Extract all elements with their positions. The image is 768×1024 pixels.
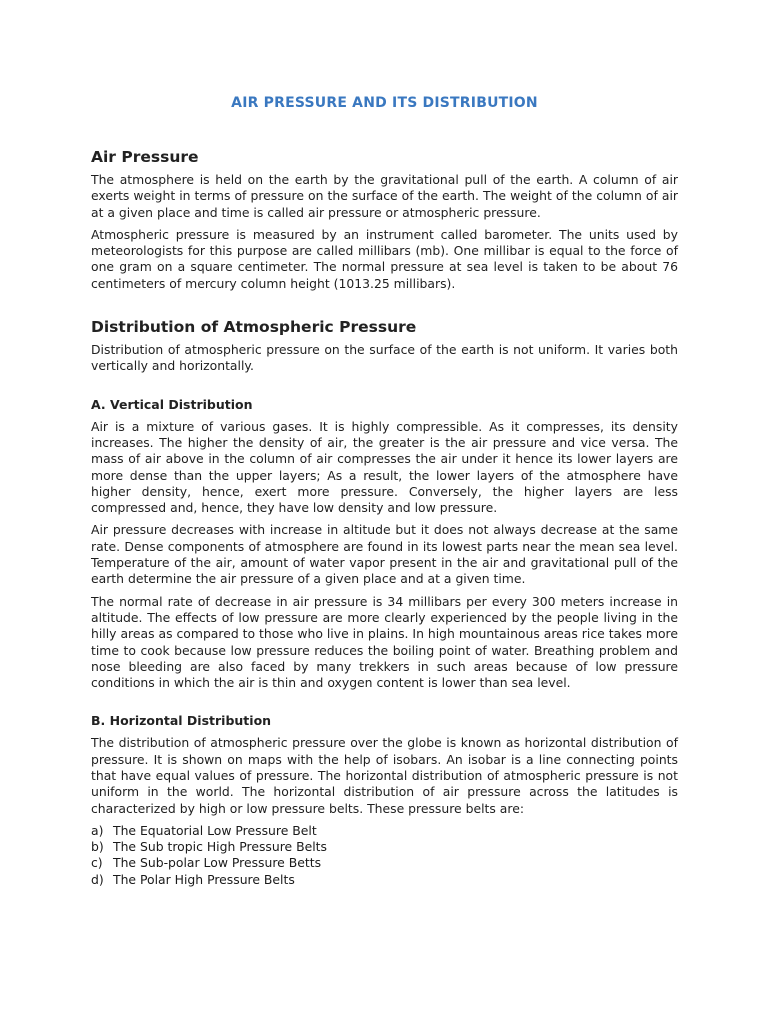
- section-air-pressure: [91, 148, 678, 292]
- section-distribution: [91, 318, 678, 375]
- document-title: AIR PRESSURE AND ITS DISTRIBUTION: [231, 95, 538, 111]
- list-item-text: The Equatorial Low Pressure Belt: [113, 822, 317, 838]
- list-item-text: The Sub tropic High Pressure Belts: [113, 839, 327, 855]
- subsection-horizontal-distribution: [91, 713, 678, 887]
- paragraph: Air is a mixture of various gases. It is highly compressible. As it compresses, its density increases. The higher the density of air, the greater is the air pressure and vice versa. The mass of air above in the column of air compresses the air under it hence its lower layers are more dense than the upper layers; As a result, the lower layers of the atmosphere have higher density, hence, exert more pressure. Conversely, the higher layers are less compressed and, hence, they have low density and low pressure.: [91, 418, 678, 516]
- paragraph: The atmosphere is held on the earth by the gravitational pull of the earth. A column of air exerts weight in terms of pressure on the surface of the earth. The weight of the column of air at a given place and time is called air pressure or atmospheric pressure.: [91, 172, 678, 220]
- list-item: [91, 872, 678, 888]
- section-heading-air-pressure: Air Pressure: [91, 148, 199, 166]
- paragraph: The normal rate of decrease in air pressure is 34 millibars per every 300 meters increase in altitude. The effects of low pressure are more clearly experienced by the people living in the hilly areas as compared to those who live in plains. In high mountainous areas rice takes more time to cook because low pressure reduces the boiling point of water. Breathing problem and nose bleeding are also faced by many trekkers in such areas because of low pressure conditions in which the air is thin and oxygen content is lower than sea level.: [91, 593, 678, 691]
- paragraph: Air pressure decreases with increase in altitude but it does not always decrease at the same rate. Dense components of atmosphere are found in its lowest parts near the mean sea level. Temperature of the air, amount of water vapor present in the air and gravitational pull of the earth determine the air pressure of a given place and at a given time.: [91, 522, 678, 587]
- subsection-heading-vertical: A. Vertical Distribution: [91, 396, 253, 412]
- list-item-text: The Sub-polar Low Pressure Betts: [113, 855, 322, 871]
- paragraph: Distribution of atmospheric pressure on the surface of the earth is not uniform. It varies both vertically and horizontally.: [91, 342, 678, 374]
- subsection-heading-horizontal: B. Horizontal Distribution: [91, 713, 272, 729]
- paragraph: The distribution of atmospheric pressure over the globe is known as horizontal distribution of pressure. It is shown on maps with the help of isobars. An isobar is a line connecting points that have equal values of pressure. The horizontal distribution of atmospheric pressure is not uniform in the world. The horizontal distribution of air pressure across the latitudes is characterized by high or low pressure belts. These pressure belts are:: [91, 735, 678, 816]
- paragraph: Atmospheric pressure is measured by an instrument called barometer. The units used by meteorologists for this purpose are called millibars (mb). One millibar is equal to the force of one gram on a square centimeter. The normal pressure at sea level is taken to be about 76 centimeters of mercury column height (1013.25 millibars).: [91, 226, 678, 291]
- list-item: [91, 823, 678, 839]
- section-heading-distribution: Distribution of Atmospheric Pressure: [91, 318, 417, 337]
- list-marker: c): [91, 855, 103, 871]
- pressure-belts-list: [91, 823, 678, 888]
- list-marker: b): [91, 839, 104, 855]
- subsection-vertical-distribution: [91, 397, 678, 692]
- list-marker: d): [91, 871, 104, 887]
- list-marker: a): [91, 822, 104, 838]
- list-item: [91, 839, 678, 855]
- list-item-text: The Polar High Pressure Belts: [113, 871, 295, 887]
- list-item: [91, 855, 678, 871]
